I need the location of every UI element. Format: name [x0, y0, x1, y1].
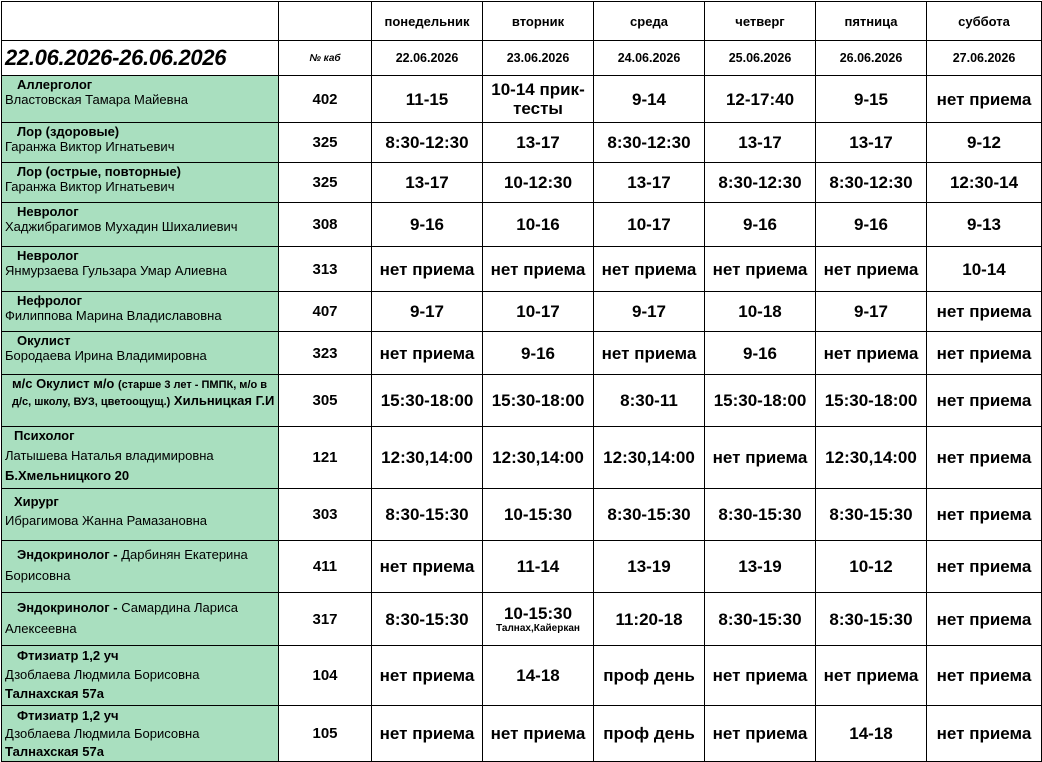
schedule-cell: нет приема	[705, 427, 816, 489]
schedule-cell: 15:30-18:00	[816, 375, 927, 427]
specialist-cell	[2, 332, 279, 375]
schedule-cell: 8:30-12:30	[372, 123, 483, 163]
specialty: Лор (острые, повторные)	[17, 164, 182, 179]
doctor-name: Гаранжа Виктор Игнатьевич	[5, 139, 175, 154]
doctor-name: Ибрагимова Жанна Рамазановна	[5, 513, 208, 528]
specialty: Невролог	[17, 204, 79, 219]
table-row	[2, 375, 1042, 427]
specialist-cell	[2, 541, 279, 593]
schedule-cell: 10-14	[927, 247, 1042, 292]
table-row	[2, 292, 1042, 332]
specialty: Психолог	[14, 428, 75, 443]
room-number: 308	[279, 203, 372, 247]
specialist-cell	[2, 593, 279, 646]
schedule-cell: 15:30-18:00	[483, 375, 594, 427]
schedule-cell: 12:30,14:00	[483, 427, 594, 489]
schedule-cell: 8:30-11	[594, 375, 705, 427]
schedule-cell: 13-17	[372, 163, 483, 203]
schedule-cell: 9-17	[816, 292, 927, 332]
schedule-cell: нет приема	[372, 646, 483, 706]
schedule-cell: 9-14	[594, 76, 705, 123]
table-row	[2, 76, 1042, 123]
schedule-cell: 12:30,14:00	[816, 427, 927, 489]
schedule-cell: проф день	[594, 646, 705, 706]
schedule-cell: 8:30-15:30	[705, 489, 816, 541]
schedule-cell: 9-13	[927, 203, 1042, 247]
schedule-cell: 10-18	[705, 292, 816, 332]
table-row	[2, 203, 1042, 247]
schedule-cell: 14-18	[483, 646, 594, 706]
schedule-cell: нет приема	[483, 247, 594, 292]
table-row	[2, 646, 1042, 706]
specialist-line	[5, 547, 278, 562]
schedule-cell: 11:20-18	[594, 593, 705, 646]
schedule-cell: нет приема	[927, 706, 1042, 762]
schedule-cell: 9-16	[372, 203, 483, 247]
day-header: понедельник	[372, 2, 483, 41]
day-header: четверг	[705, 2, 816, 41]
schedule-cell: 8:30-15:30	[372, 593, 483, 646]
days-row	[2, 2, 1042, 41]
schedule-cell: 13-17	[483, 123, 594, 163]
schedule-cell: нет приема	[705, 247, 816, 292]
specialty: Лор (здоровые)	[17, 124, 120, 139]
schedule-cell: 11-14	[483, 541, 594, 593]
doctor-name: Хильницкая Г.И	[173, 393, 275, 408]
specialist-cell	[2, 203, 279, 247]
table-row	[2, 706, 1042, 762]
schedule-cell: 13-17	[594, 163, 705, 203]
room-corner-cell	[279, 2, 372, 41]
schedule-cell: нет приема	[927, 427, 1042, 489]
specialty: Нефролог	[17, 293, 82, 308]
day-header: вторник	[483, 2, 594, 41]
specialist-cell	[2, 427, 279, 489]
schedule-cell: нет приема	[927, 292, 1042, 332]
schedule-cell: нет приема	[927, 489, 1042, 541]
schedule-cell: 10-12	[816, 541, 927, 593]
specialty-note: (старше 3 лет - ПМПК, м/о в д/с, школу, ВУЗ, цветоощущ.)	[12, 379, 268, 408]
schedule-cell: нет приема	[705, 646, 816, 706]
specialty: Невролог	[17, 248, 79, 263]
schedule-cell: 8:30-12:30	[816, 163, 927, 203]
table-row	[2, 332, 1042, 375]
schedule-cell: 12:30-14	[927, 163, 1042, 203]
room-number: 313	[279, 247, 372, 292]
room-number: 407	[279, 292, 372, 332]
table-row	[2, 427, 1042, 489]
specialist-cell	[2, 706, 279, 762]
schedule-cell: нет приема	[483, 706, 594, 762]
doctor-name: Янмурзаева Гульзара Умар Алиевна	[5, 263, 227, 278]
schedule-cell: 10-17	[483, 292, 594, 332]
table-row	[2, 123, 1042, 163]
schedule-cell: 9-17	[372, 292, 483, 332]
table-row	[2, 593, 1042, 646]
schedule-cell: 13-17	[816, 123, 927, 163]
schedule-cell: нет приема	[927, 332, 1042, 375]
date-header: 27.06.2026	[927, 41, 1042, 76]
schedule-cell: нет приема	[927, 375, 1042, 427]
doctor-name: Дарбинян Екатерина	[121, 547, 248, 562]
doctor-name-cont: Борисовна	[5, 568, 71, 583]
schedule-cell: 8:30-15:30	[816, 489, 927, 541]
schedule-cell: 11-15	[372, 76, 483, 123]
schedule-cell: 8:30-15:30	[816, 593, 927, 646]
schedule-cell: нет приема	[927, 541, 1042, 593]
room-number: 121	[279, 427, 372, 489]
schedule-cell: 13-17	[705, 123, 816, 163]
schedule-cell: 9-16	[816, 203, 927, 247]
schedule-table	[1, 1, 1042, 762]
schedule-cell: 12:30,14:00	[594, 427, 705, 489]
schedule-cell: 10-17	[594, 203, 705, 247]
table-row	[2, 489, 1042, 541]
doctor-name: Гаранжа Виктор Игнатьевич	[5, 179, 175, 194]
schedule-cell: 9-15	[816, 76, 927, 123]
specialist-cell	[2, 163, 279, 203]
schedule-cell: нет приема	[372, 541, 483, 593]
schedule-cell: 8:30-12:30	[594, 123, 705, 163]
schedule-cell: 12-17:40	[705, 76, 816, 123]
schedule-cell: нет приема	[816, 646, 927, 706]
specialty: Окулист	[17, 333, 71, 348]
specialty: Фтизиатр 1,2 уч	[17, 708, 119, 723]
schedule-cell: нет приема	[705, 706, 816, 762]
date-header: 23.06.2026	[483, 41, 594, 76]
schedule-cell: 9-17	[594, 292, 705, 332]
schedule-cell: нет приема	[927, 646, 1042, 706]
date-header: 24.06.2026	[594, 41, 705, 76]
specialist-cell	[2, 247, 279, 292]
specialist-line	[5, 600, 278, 615]
schedule-cell: нет приема	[816, 247, 927, 292]
schedule-cell: 10-15:30	[483, 489, 594, 541]
schedule-cell: 13-19	[705, 541, 816, 593]
room-column-header: № каб	[279, 41, 372, 76]
day-header: пятница	[816, 2, 927, 41]
address: Талнахская 57а	[5, 686, 104, 701]
day-header: суббота	[927, 2, 1042, 41]
address: Б.Хмельницкого 20	[5, 468, 130, 483]
specialty: Эндокринолог -	[17, 547, 118, 562]
room-number: 325	[279, 163, 372, 203]
schedule-cell: 8:30-15:30	[372, 489, 483, 541]
schedule-cell: 8:30-12:30	[705, 163, 816, 203]
specialist-cell	[2, 292, 279, 332]
date-header: 25.06.2026	[705, 41, 816, 76]
schedule-cell: 10-12:30	[483, 163, 594, 203]
room-number: 104	[279, 646, 372, 706]
table-row	[2, 163, 1042, 203]
room-number: 323	[279, 332, 372, 375]
schedule-cell: 9-12	[927, 123, 1042, 163]
room-number: 303	[279, 489, 372, 541]
schedule-cell: 15:30-18:00	[372, 375, 483, 427]
schedule-cell: 14-18	[816, 706, 927, 762]
specialty: Эндокринолог -	[17, 600, 118, 615]
location-note: Талнах,Кайеркан	[496, 622, 580, 634]
doctor-name: Властовская Тамара Майевна	[5, 92, 188, 107]
schedule-cell: 9-16	[705, 332, 816, 375]
schedule-cell: 10-16	[483, 203, 594, 247]
schedule-cell: 9-16	[705, 203, 816, 247]
schedule-cell: нет приема	[927, 593, 1042, 646]
specialist-cell	[2, 646, 279, 706]
room-number: 411	[279, 541, 372, 593]
schedule-cell: 8:30-15:30	[705, 593, 816, 646]
schedule-cell: 8:30-15:30	[594, 489, 705, 541]
dates-row	[2, 41, 1042, 76]
schedule-cell: 10-14 прик-тесты	[483, 76, 594, 123]
schedule-cell	[483, 593, 594, 646]
room-number: 325	[279, 123, 372, 163]
specialist-cell	[2, 375, 279, 427]
doctor-name: Самардина Лариса	[121, 600, 238, 615]
day-header: среда	[594, 2, 705, 41]
doctor-name: Дзоблаева Людмила Борисовна	[5, 667, 200, 682]
doctor-name: Латышева Наталья владимировна	[5, 448, 214, 463]
schedule-time: 10-15:30	[503, 603, 573, 623]
room-number: 317	[279, 593, 372, 646]
doctor-name: Филиппова Марина Владиславовна	[5, 308, 222, 323]
room-number: 105	[279, 706, 372, 762]
specialty: Аллерголог	[17, 77, 93, 92]
table-row	[2, 541, 1042, 593]
schedule-cell: нет приема	[372, 332, 483, 375]
doctor-name: Дзоблаева Людмила Борисовна	[5, 726, 200, 741]
specialist-cell	[2, 489, 279, 541]
doctor-name: Хаджибрагимов Мухадин Шихалиевич	[5, 219, 238, 234]
table-row	[2, 247, 1042, 292]
schedule-cell: нет приема	[372, 706, 483, 762]
schedule-cell: нет приема	[816, 332, 927, 375]
date-header: 26.06.2026	[816, 41, 927, 76]
address: Талнахская 57а	[5, 744, 104, 759]
specialist-cell	[2, 123, 279, 163]
specialty: Хирург	[14, 494, 59, 509]
room-number: 305	[279, 375, 372, 427]
schedule-cell: нет приема	[927, 76, 1042, 123]
schedule-cell: 13-19	[594, 541, 705, 593]
specialty: м/с Окулист м/о	[12, 376, 115, 391]
specialty: Фтизиатр 1,2 уч	[17, 648, 119, 663]
schedule-cell: проф день	[594, 706, 705, 762]
schedule-cell: нет приема	[594, 247, 705, 292]
schedule-cell: 9-16	[483, 332, 594, 375]
schedule-cell: 12:30,14:00	[372, 427, 483, 489]
specialist-cell	[2, 76, 279, 123]
schedule-cell: нет приема	[594, 332, 705, 375]
corner-cell	[2, 2, 279, 41]
period-title: 22.06.2026-26.06.2026	[2, 41, 279, 76]
doctor-name: Бородаева Ирина Владимировна	[5, 348, 207, 363]
schedule-cell: 15:30-18:00	[705, 375, 816, 427]
date-header: 22.06.2026	[372, 41, 483, 76]
room-number: 402	[279, 76, 372, 123]
doctor-name-cont: Алексеевна	[5, 621, 77, 636]
schedule-cell: нет приема	[372, 247, 483, 292]
